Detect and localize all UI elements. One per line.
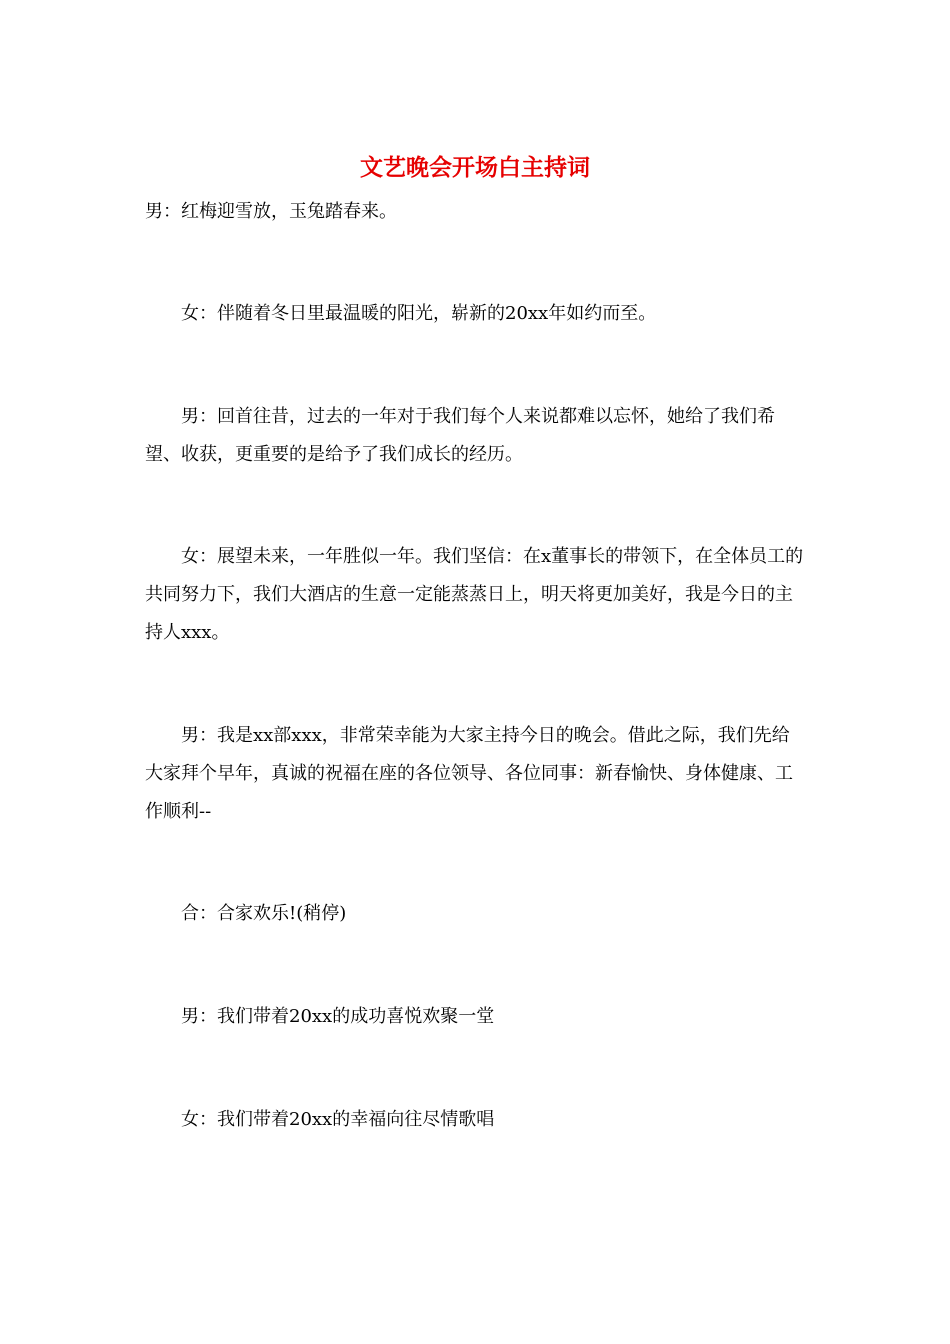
- paragraph-5: 男：我是xx部xxx，非常荣幸能为大家主持今日的晚会。借此之际，我们先给大家拜个早年，真诚的祝福在座的各位领导、各位同事：新春愉快、身体健康、工作顺利--: [145, 725, 793, 822]
- paragraph-1: 男：红梅迎雪放，玉兔踏春来。: [145, 201, 397, 222]
- paragraph-2: 女：伴随着冬日里最温暖的阳光，崭新的20xx年如约而至。: [181, 303, 657, 324]
- paragraph-7: 男：我们带着20xx的成功喜悦欢聚一堂: [181, 1006, 495, 1027]
- paragraph-3: 男：回首往昔，过去的一年对于我们每个人来说都难以忘怀，她给了我们希望、收获，更重要的是给予了我们成长的经历。: [145, 406, 775, 465]
- paragraph-8: 女：我们带着20xx的幸福向往尽情歌唱: [181, 1109, 495, 1130]
- paragraph-4: 女：展望未来，一年胜似一年。我们坚信：在x董事长的带领下，在全体员工的共同努力下，我们大酒店的生意一定能蒸蒸日上，明天将更加美好，我是今日的主持人xxx。: [145, 546, 804, 643]
- document-title: 文艺晚会开场白主持词: [360, 154, 590, 181]
- paragraph-6: 合：合家欢乐!(稍停): [181, 903, 347, 924]
